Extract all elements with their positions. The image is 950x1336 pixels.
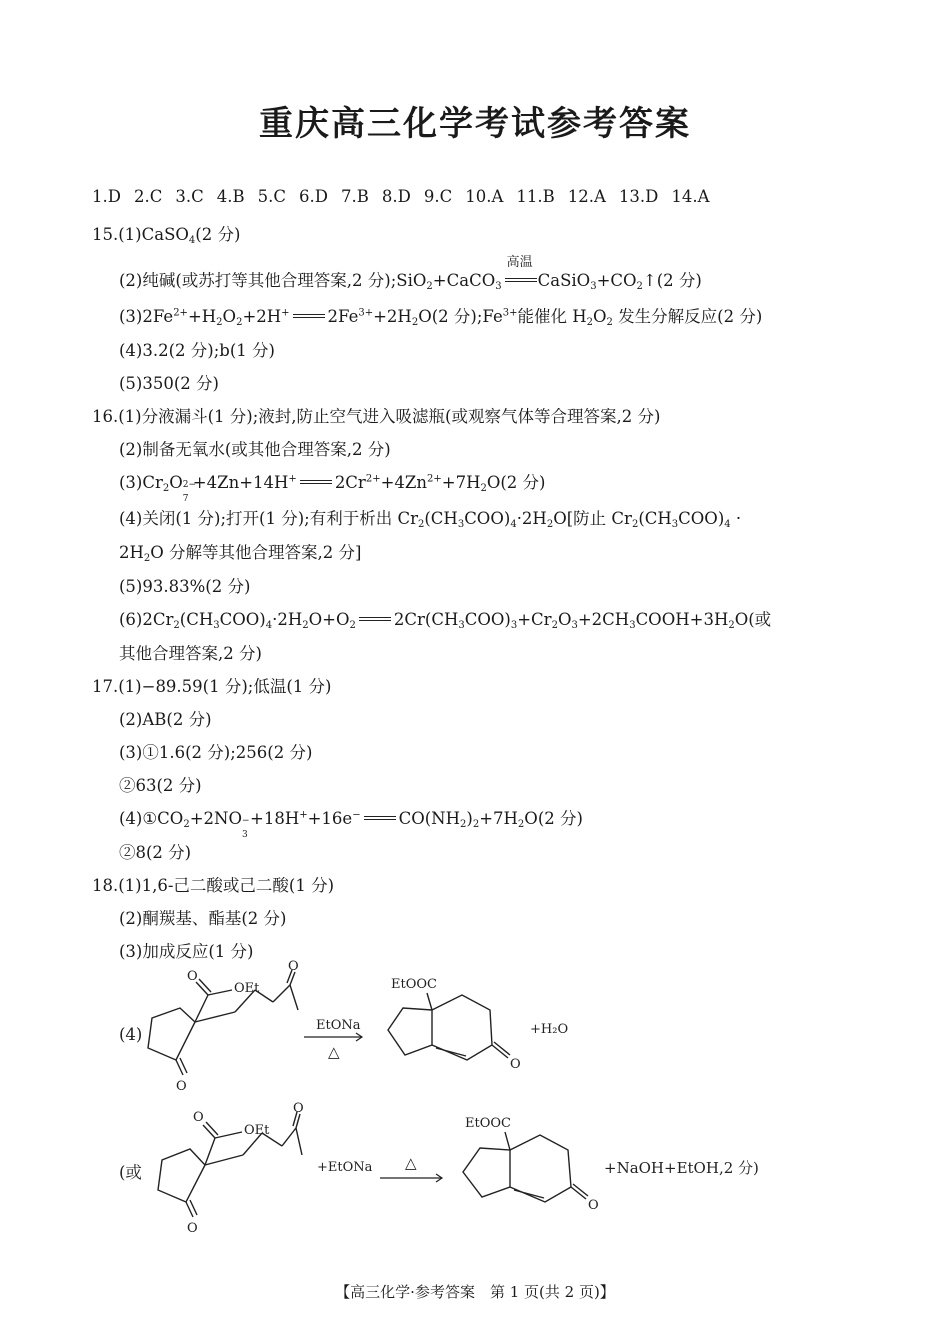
atom-label: O <box>510 1057 521 1072</box>
atom-label: O <box>588 1198 599 1213</box>
q16-part2: (2)制备无氧水(或其他合理答案,2 分) <box>119 440 391 459</box>
mcq-answer: 4.B <box>216 187 245 206</box>
substituent-label: EtOOC <box>465 1116 511 1131</box>
q17-part3b: ②63(2 分) <box>119 776 202 795</box>
atom-label: O <box>176 1079 187 1094</box>
page-title: 重庆高三化学考试参考答案 <box>259 104 691 144</box>
q18-part4-alt-label: (或 <box>119 1163 142 1182</box>
q15-part3: $(3)2Fe^{2+}+H_2O_2+2H^+$ $2Fe^{3+}+2H_2O(2$ 分)$;Fe^{3+}$能催化 $H_2O_2$ 发生分解反应(2 分) <box>119 307 763 328</box>
q17-part1: 17.(1)−89.59(1 分);低温(1 分) <box>92 677 332 696</box>
atom-label: O <box>187 969 198 984</box>
mcq-answer: 5.C <box>257 187 286 206</box>
mcq-answer: 2.C <box>133 187 163 206</box>
q16-part4: (4)关闭(1 分);打开(1 分);有利于析出 $Cr_2(CH_3COO)_4\cdot 2H_2O$[防止 $Cr_2(CH_3COO)_4$ · <box>119 509 742 530</box>
reagent-label: +EtONa <box>317 1160 373 1175</box>
q16-part6-cont: 其他合理答案,2 分) <box>119 644 262 663</box>
q17-part4: $(4)①CO_2+2NO$ − 3 +18H++16e− $CO(NH_2)_2+7H_2O(2$ 分) <box>119 809 583 840</box>
atom-label: O <box>293 1101 304 1116</box>
atom-label: O <box>193 1110 204 1125</box>
mcq-answer: 12.A <box>567 187 606 206</box>
reaction-condition: 高温 <box>506 255 533 270</box>
atom-label: OEt <box>234 981 260 996</box>
q18-part4-label: (4) <box>119 1025 143 1044</box>
q17-part4b: ②8(2 分) <box>119 843 192 862</box>
atom-label: OEt <box>244 1123 270 1138</box>
q16-part3: $(3)Cr_2O$ 2− 7 +4Zn+14H+ $2Cr^{2+}+4Zn^{2+}+7H_2O(2$ 分) <box>119 473 546 504</box>
q16-part4-cont: $2H_2O$ 分解等其他合理答案,2 分] <box>119 543 362 564</box>
q18-part2: (2)酮羰基、酯基(2 分) <box>119 909 287 928</box>
byproduct-label: +H₂O <box>530 1022 569 1037</box>
byproduct-label: +NaOH+EtOH,2 分) <box>604 1159 759 1177</box>
product-structure-1 <box>388 993 510 1060</box>
heat-symbol: △ <box>328 1043 340 1061</box>
mcq-answer: 11.B <box>516 187 555 206</box>
q17-part2: (2)AB(2 分) <box>119 710 212 729</box>
q17-part3: (3)①1.6(2 分);256(2 分) <box>119 743 313 762</box>
q18-part1: 18.(1)1,6-己二酸或己二酸(1 分) <box>92 876 335 895</box>
q16-part6: $(6)2Cr_2(CH_3COO)_4\cdot 2H_2O+O_2$ $2Cr(CH_3COO)_3+Cr_2O_3+2CH_3COOH+3H_2O$(或 <box>119 610 772 631</box>
substituent-label: EtOOC <box>391 977 437 992</box>
reactant-structure-1 <box>148 970 298 1075</box>
product-structure-2 <box>463 1132 588 1202</box>
mcq-answer: 7.B <box>340 187 369 206</box>
heat-symbol: △ <box>405 1154 417 1172</box>
mcq-answer: 3.C <box>175 187 204 206</box>
mcq-answer: 14.A <box>671 187 710 206</box>
q18-part3: (3)加成反应(1 分) <box>119 942 254 961</box>
mcq-answer: 8.D <box>381 187 411 206</box>
q15-part2: (2)纯碱(或苏打等其他合理答案,2 分);SiO$_2$+CaCO$_3$ 高温 $CaSiO_3+CO_2↑(2$ 分) <box>119 267 702 292</box>
q16-part5: (5)93.83%(2 分) <box>119 577 251 596</box>
mcq-answer: 13.D <box>618 187 659 206</box>
reactant-structure-2 <box>158 1112 302 1217</box>
mcq-answer: 6.D <box>298 187 328 206</box>
reagent-label: EtONa <box>316 1018 361 1033</box>
page-footer: 【高三化学·参考答案 第 1 页(共 2 页)】 <box>335 1283 615 1301</box>
mcq-answer: 1.D <box>92 187 121 206</box>
q15-part5: (5)350(2 分) <box>119 374 219 393</box>
q15-part4: (4)3.2(2 分);b(1 分) <box>119 341 275 360</box>
mcq-answer: 9.C <box>423 187 453 206</box>
mcq-answer: 10.A <box>465 187 504 206</box>
atom-label: O <box>288 959 299 974</box>
q16-part1: 16.(1)分液漏斗(1 分);液封,防止空气进入吸滤瓶(或观察气体等合理答案,2 分) <box>92 407 661 426</box>
q15-part1: 15.(1)CaSO$_4$(2 分) <box>92 225 241 246</box>
atom-label: O <box>187 1221 198 1236</box>
